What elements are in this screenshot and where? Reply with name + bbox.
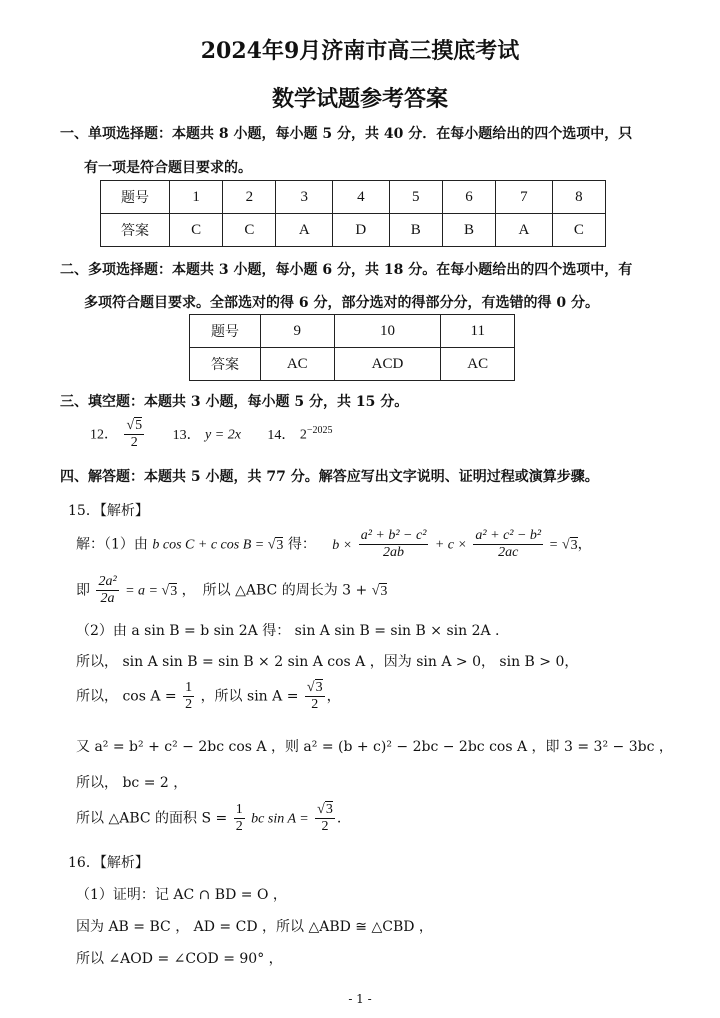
sqrt-symbol: √ — [126, 418, 135, 433]
row-label-answer: 答案 — [101, 214, 170, 247]
row-label-question: 题号 — [190, 315, 261, 348]
table-row-questions — [190, 315, 515, 348]
section1-answer-table — [100, 180, 606, 247]
table-cell: AC — [441, 348, 515, 381]
section1-heading: 一、单项选择题：本题共 8 小题，每小题 5 分，共 40 分．在每小题给出的四个选项中，只 — [60, 126, 633, 142]
q14-label: 14． — [267, 427, 296, 443]
q15-line8: 所以 △ABC 的面积 S = $\frac{1}{2}$ bc sin A = $\frac{√3}{2}$ . — [76, 802, 342, 834]
table-cell: 8 — [552, 181, 605, 214]
q12-answer-fraction — [124, 418, 144, 451]
table-row-answers — [101, 214, 606, 247]
q14-answer-exponent: −2025 — [306, 424, 333, 436]
table-cell: B — [442, 214, 495, 247]
q15-line1: 解：（1）由 b cos C + c cos B = √3 得： b × $\frac{\text{a² + b² − c²}}{2ab}$ + c × $\frac{\text{a² + c² − b²}}{2ac}$ = √3， — [76, 528, 592, 560]
table-cell: 10 — [334, 315, 441, 348]
table-cell: 9 — [261, 315, 335, 348]
table-cell: ACD — [334, 348, 441, 381]
q15-label: 15．【解析】 — [68, 503, 149, 519]
q13-answer: y = 2x — [205, 427, 241, 443]
table-cell: A — [276, 214, 333, 247]
q12-label: 12． — [90, 427, 118, 443]
table-cell: 2 — [223, 181, 276, 214]
table-cell: D — [333, 214, 390, 247]
table-cell: 4 — [333, 181, 390, 214]
section2-heading: 二、多项选择题：本题共 3 小题，每小题 6 分，共 18 分。在每小题给出的四个选项中，有 — [60, 262, 633, 278]
q15-fraction-2: $\frac{\text{a² + c² − b²}}{2ac}$ — [475, 528, 542, 560]
q16-line2: 因为 AB = BC ， AD = CD ，所以 △ABD ≅ △CBD ， — [76, 919, 433, 935]
table-cell: 3 — [276, 181, 333, 214]
document-subtitle: 数学试题参考答案 — [271, 86, 448, 112]
q13-label: 13． — [172, 427, 201, 443]
q14-answer-base: 2 — [299, 427, 307, 443]
q16-label: 16．【解析】 — [68, 855, 149, 871]
q15-line5: 所以， cos A = $\frac{1}{2}$ ，所以 sin A = $\frac{√3}{2}$ ， — [76, 680, 341, 712]
table-cell: A — [496, 214, 553, 247]
section2-heading-cont: 多项符合题目要求。全部选对的得 6 分，部分选对的得部分分，有选错的得 0 分。 — [84, 295, 599, 311]
q15-line7: 所以， bc = 2 ， — [76, 775, 188, 791]
row-label-answer: 答案 — [190, 348, 261, 381]
q15-fraction-3: $\frac{\text{2a²}}{2a}$ — [98, 574, 117, 606]
fill-in-answers — [90, 418, 332, 451]
q16-line3: 所以 ∠AOD = ∠COD = 90° ， — [76, 951, 283, 967]
section1-heading-cont: 有一项是符合题目要求的。 — [84, 160, 252, 176]
q12-numerator: 5 — [135, 418, 143, 433]
q15-line6: 又 a² = b² + c² − 2bc cos A ，则 a² = (b + c)² − 2bc − 2bc cos A ，即 3 = 3² − 3bc ， — [76, 739, 673, 755]
table-cell: 6 — [442, 181, 495, 214]
row-label-question: 题号 — [101, 181, 170, 214]
table-cell: 5 — [389, 181, 442, 214]
table-cell: C — [552, 214, 605, 247]
table-row-answers — [190, 348, 515, 381]
q15-line4: 所以， sin A sin B = sin B × 2 sin A cos A ，因为 sin A > 0， sin B > 0， — [76, 654, 579, 670]
table-cell: 1 — [170, 181, 223, 214]
section4-heading: 四、解答题：本题共 5 小题，共 77 分。解答应写出文字说明、证明过程或演算步骤。 — [60, 469, 599, 485]
table-cell: B — [389, 214, 442, 247]
q15-line3: （2）由 a sin B = b sin 2A 得： sin A sin B = sin B × sin 2A . — [76, 623, 500, 639]
page-number: - 1 - — [348, 992, 372, 1006]
table-cell: C — [223, 214, 276, 247]
section2-answer-table — [189, 314, 515, 381]
q16-line1: （1）证明：记 AC ∩ BD = O ， — [76, 887, 287, 903]
section3-heading: 三、填空题：本题共 3 小题，每小题 5 分，共 15 分。 — [60, 394, 409, 410]
document-title: 2024年9月济南市高三摸底考试 — [200, 38, 520, 64]
q15-fraction-1: $\frac{\text{a² + b² − c²}}{2ab}$ — [360, 528, 427, 560]
table-cell: 11 — [441, 315, 515, 348]
table-cell: 7 — [496, 181, 553, 214]
table-row-questions — [101, 181, 606, 214]
q15-line2: 即 $\frac{\text{2a²}}{2a}$ = a = √3 ， 所以 △ABC 的周长为 3 + √3 — [76, 574, 388, 606]
table-cell: C — [170, 214, 223, 247]
table-cell: AC — [261, 348, 335, 381]
q12-denominator: 2 — [130, 435, 138, 450]
